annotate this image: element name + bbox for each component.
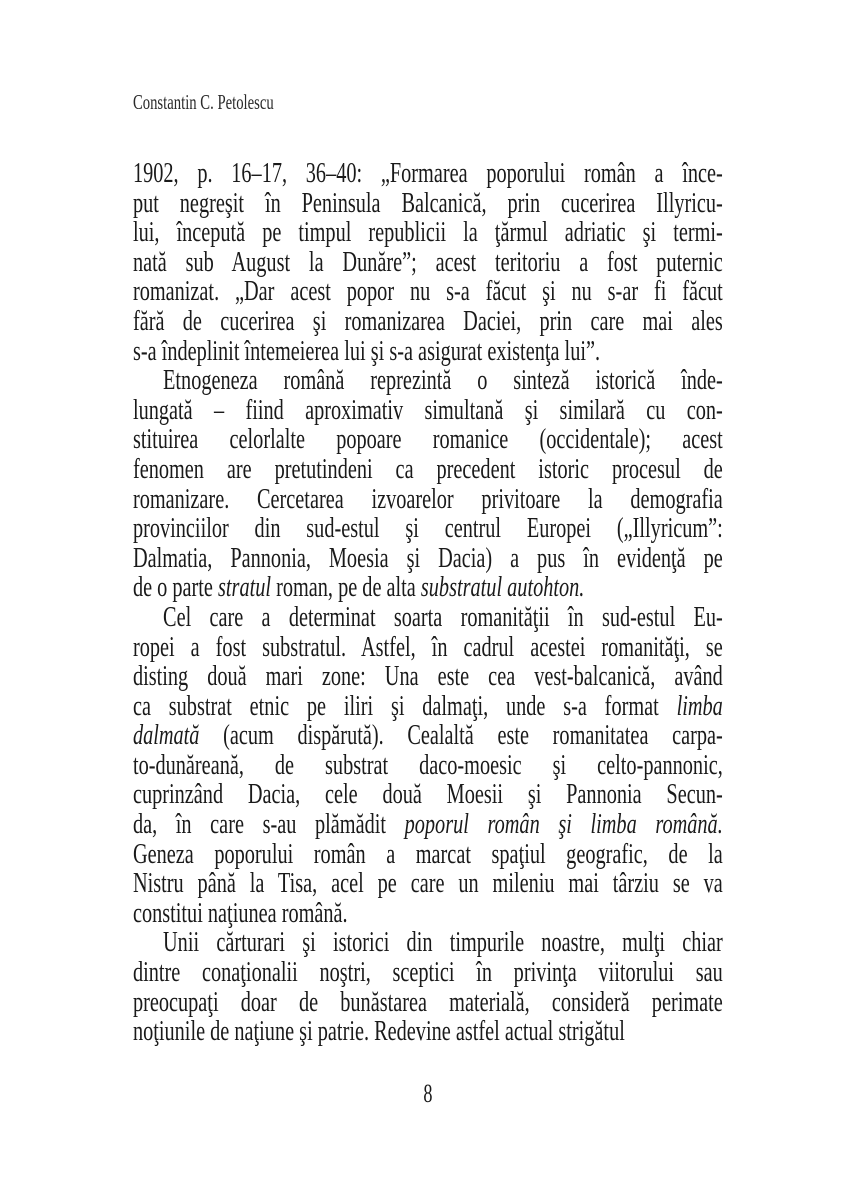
- text-segment: romanizat. „Dar acest popor nu s-a făcut şi nu s-ar fi făcut: [132, 275, 723, 308]
- running-header: Constantin C. Petolescu: [132, 90, 274, 114]
- text-line: [132, 393, 723, 426]
- paragraph: [133, 928, 723, 1046]
- text-segment: provinciilor din sud-estul şi centrul Europei („Illyricum”:: [132, 512, 723, 545]
- text-line: [133, 869, 723, 899]
- text-segment: constitui naţiunea română.: [132, 896, 348, 929]
- text-line: [132, 630, 723, 663]
- text-segment: stituirea celorlalte popoare romanice (occidentale); acest: [132, 423, 723, 456]
- text-line: [133, 1017, 723, 1047]
- text-line: [132, 896, 723, 929]
- text-segment: da, în care s-au plămădit: [132, 808, 405, 841]
- text-segment: (acum dispărută). Cealaltă este romanitatea carpa-: [199, 719, 723, 752]
- text-line: [132, 541, 723, 574]
- text-segment: lungată – fiind aproximativ simultană şi similară cu con-: [132, 393, 723, 426]
- text-line: [132, 689, 723, 722]
- page-number: 8: [423, 1079, 433, 1108]
- text-line: [133, 780, 723, 810]
- text-segment: romanizare. Cercetarea izvoarelor privitoare la demografia: [132, 482, 723, 515]
- text-line: [133, 573, 723, 603]
- text-line: [132, 334, 723, 367]
- text-segment-italic: poporul român şi limba română.: [404, 808, 723, 841]
- text-segment: lui, începută pe timpul republicii la ţărmul adriatic şi termi-: [132, 216, 723, 249]
- text-line: [133, 662, 723, 692]
- text-segment-italic: dalmată: [132, 719, 200, 752]
- body-text: [133, 159, 723, 1047]
- text-segment: disting două mari zone: Una este cea vest-balcanică, având: [132, 660, 723, 693]
- text-segment: fără de cucerirea şi romanizarea Daciei, prin care mai ales: [132, 304, 723, 337]
- text-segment-italic: limba: [676, 689, 723, 722]
- text-line: [133, 366, 723, 396]
- text-line: [132, 452, 723, 485]
- text-line: [133, 514, 723, 544]
- paragraph: [133, 159, 723, 366]
- text-segment: Dalmatia, Pannonia, Moesia şi Dacia) a pus în evidenţă pe: [132, 541, 723, 574]
- text-segment: de o parte: [132, 571, 219, 604]
- text-segment-italic: substratul autohton.: [420, 571, 585, 604]
- text-segment: dintre conaţionalii noştri, sceptici în privinţa viitorului sau: [132, 956, 723, 989]
- text-line: [132, 245, 723, 278]
- text-segment: Cel care a determinat soarta romanităţii în sud-estul Eu-: [163, 600, 723, 633]
- paragraph: [133, 366, 723, 603]
- text-line: [133, 218, 723, 248]
- text-segment: ca substrat etnic pe iliri şi dalmaţi, unde s-a format: [132, 689, 677, 722]
- text-segment: Geneza poporului român a marcat spaţiul geografic, de la: [132, 837, 723, 870]
- text-segment-italic: stratul: [218, 571, 272, 604]
- text-line: [132, 186, 723, 219]
- text-segment: Nistru până la Tisa, acel pe care un mileniu mai târziu se va: [132, 867, 723, 900]
- text-segment: preocupaţi doar de bunăstarea materială, consideră perimate: [132, 985, 723, 1018]
- text-segment: cuprinzând Dacia, cele două Moesii şi Pannonia Secun-: [132, 778, 723, 811]
- text-line: [133, 159, 723, 189]
- text-segment: nată sub August la Dunăre”; acest teritoriu a fost puternic: [132, 245, 723, 278]
- text-segment: ropei a fost substratul. Astfel, în cadrul acestei romanităţi, se: [132, 630, 723, 663]
- text-line: [132, 837, 723, 870]
- text-line: [133, 958, 723, 988]
- text-segment: fenomen are pretutindeni ca precedent istoric procesul de: [132, 452, 723, 485]
- text-line: [133, 721, 723, 751]
- text-line: [132, 985, 723, 1018]
- text-segment: 1902, p. 16–17, 36–40: „Formarea poporului român a înce-: [132, 157, 723, 189]
- text-segment: s-a îndeplinit întemeierea lui şi s-a asigurat existenţa lui”.: [132, 334, 601, 367]
- text-line: [132, 748, 723, 781]
- text-line: [133, 810, 723, 840]
- paragraph: [132, 600, 723, 929]
- text-segment: to-dunăreană, de substrat daco-moesic şi celto-pannonic,: [132, 748, 723, 781]
- text-line: [133, 277, 723, 307]
- text-segment: noţiunile de naţiune şi patrie. Redevine astfel actual strigătul: [132, 1015, 625, 1048]
- text-segment: put negreşit în Peninsula Balcanică, prin cucerirea Illyricu-: [132, 186, 723, 219]
- text-segment: roman, pe de alta: [271, 571, 421, 604]
- text-line: [132, 482, 723, 515]
- text-segment: Etnogeneza română reprezintă o sinteză istorică înde-: [163, 364, 723, 397]
- text-line: [132, 304, 723, 337]
- text-line: [133, 928, 723, 958]
- text-segment: Unii cărturari şi istorici din timpurile noastre, mulţi chiar: [163, 926, 723, 959]
- text-line: [133, 425, 723, 455]
- text-line: [133, 600, 723, 633]
